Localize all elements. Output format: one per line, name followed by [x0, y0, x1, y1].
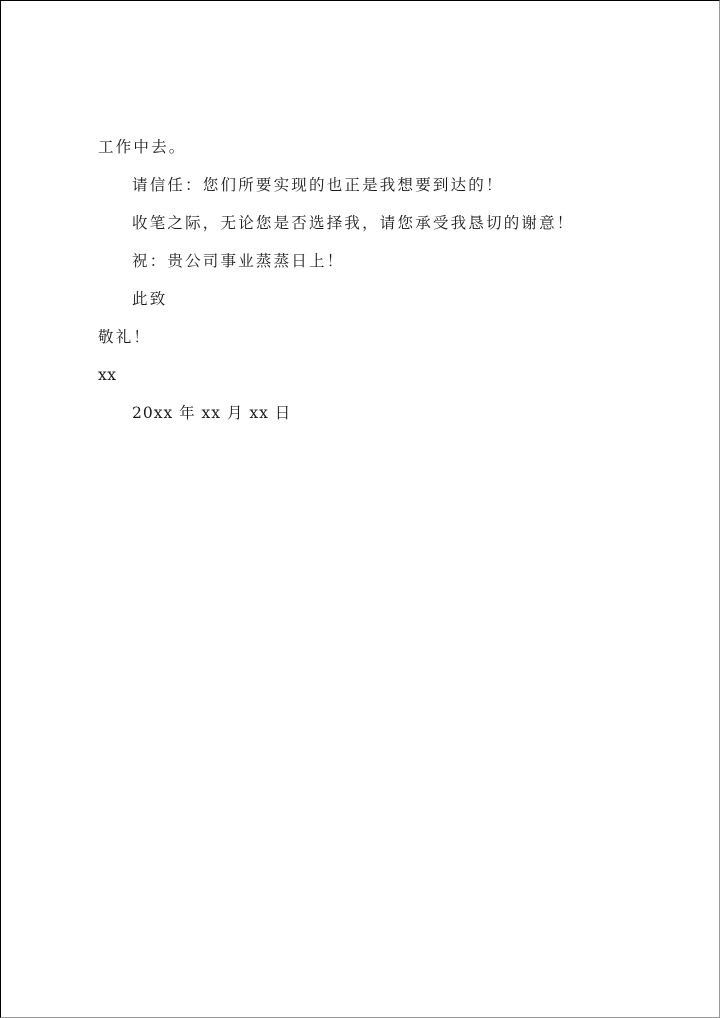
signature-date: 20xx 年 xx 月 xx 日	[132, 404, 292, 422]
closing-regards: 敬礼！	[98, 328, 152, 346]
text-line-thanks: 收笔之际，无论您是否选择我，请您承受我恳切的谢意！	[132, 214, 575, 232]
text-line-trust: 请信任：您们所要实现的也正是我想要到达的！	[132, 176, 504, 194]
closing-salutation: 此致	[132, 290, 168, 308]
signature-name: xx	[98, 366, 117, 384]
text-line-continuation: 工作中去。	[98, 138, 187, 156]
text-line-wishes: 祝：贵公司事业蒸蒸日上！	[132, 252, 345, 270]
